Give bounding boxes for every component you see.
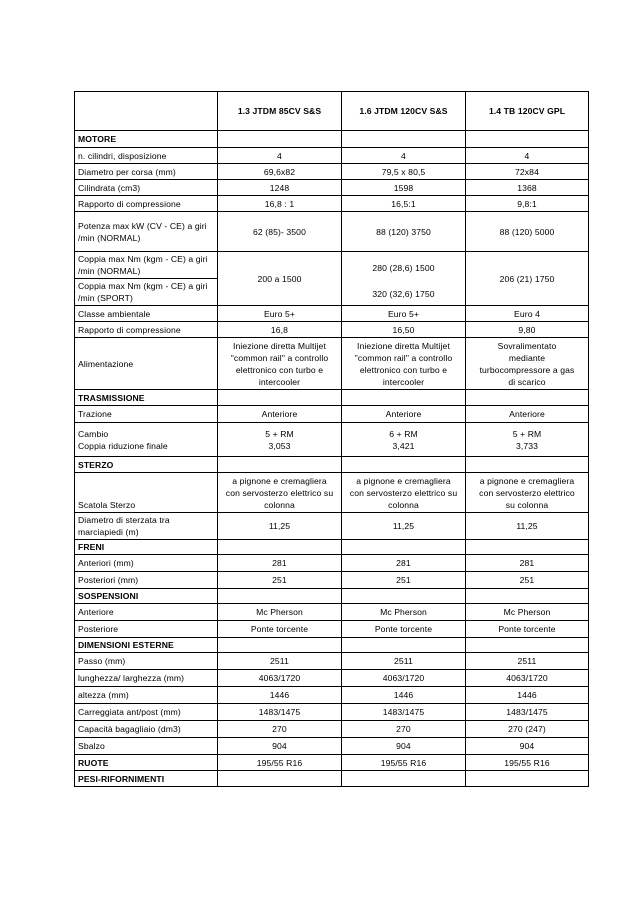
- cell-value: 281: [466, 555, 589, 572]
- text-line: colonna: [388, 499, 419, 510]
- cell-value: 1446: [466, 687, 589, 704]
- cell-value: 195/55 R16: [218, 755, 342, 771]
- cell-value: Ponte torcente: [342, 621, 466, 638]
- cell-value-cambio: [342, 423, 466, 457]
- cell-value: 9,80: [466, 322, 589, 338]
- text-line: a pignone e cremagliera: [356, 475, 451, 486]
- coppia-riduzione-label: Coppia riduzione finale: [78, 440, 168, 451]
- cell-value: 195/55 R16: [342, 755, 466, 771]
- cell-value: Anteriore: [466, 406, 589, 423]
- row-label: Rapporto di compressione: [75, 196, 218, 212]
- text-line: a pignone e cremagliera: [479, 475, 575, 486]
- cambio-value: 6 + RM: [389, 428, 418, 439]
- text-line: colonna: [264, 499, 295, 510]
- cell-value: 270: [342, 721, 466, 738]
- table-row: [75, 306, 589, 322]
- text-line: turbocompressore a gas: [479, 364, 575, 375]
- section-row: [75, 390, 589, 406]
- row-label: Rapporto di compressione: [75, 322, 218, 338]
- table-row: [75, 423, 589, 457]
- text-line: di scarico: [508, 376, 546, 387]
- cell-value: 16,50: [342, 322, 466, 338]
- cell-value: Mc Pherson: [342, 604, 466, 621]
- table-row: [75, 212, 589, 252]
- cell-value: 270: [218, 721, 342, 738]
- header-col-1: 1.3 JTDM 85CV S&S: [218, 92, 342, 131]
- cell-value: 4: [466, 148, 589, 164]
- cambio-label: Cambio: [78, 428, 109, 439]
- spec-table: [74, 91, 589, 787]
- table-row: [75, 670, 589, 687]
- cell-value: 16,8: [218, 322, 342, 338]
- cell-value-scatola: [218, 473, 342, 513]
- cell-value: 9,8:1: [466, 196, 589, 212]
- coppia-sport-value: 320 (32,6) 1750: [372, 288, 435, 299]
- cell-value: 281: [218, 555, 342, 572]
- riduzione-value: 3,733: [515, 440, 538, 451]
- cell-value: 88 (120) 5000: [466, 212, 589, 252]
- text-line: intercooler: [258, 376, 301, 387]
- row-label: Diametro per corsa (mm): [75, 164, 218, 180]
- table-row: [75, 704, 589, 721]
- table-row: [75, 513, 589, 540]
- text-line: intercooler: [382, 376, 425, 387]
- text-line: "common rail" a controllo: [230, 352, 329, 363]
- section-ruote: RUOTE: [75, 755, 218, 771]
- table-row: [75, 572, 589, 589]
- cell-value: 270 (247): [466, 721, 589, 738]
- coppia-normal-value: 280 (28,6) 1500: [372, 262, 435, 273]
- cell-value: Euro 5+: [218, 306, 342, 322]
- text-line: con servosterzo elettrico: [479, 487, 575, 498]
- table-row: [75, 148, 589, 164]
- cell-value: 4063/1720: [218, 670, 342, 687]
- section-dimensioni: DIMENSIONI ESTERNE: [75, 638, 218, 653]
- table-row: [75, 338, 589, 390]
- row-label: Sbalzo: [75, 738, 218, 755]
- header-col-2: 1.6 JTDM 120CV S&S: [342, 92, 466, 131]
- riduzione-value: 3,053: [268, 440, 291, 451]
- section-row: [75, 457, 589, 473]
- cell-value: 11,25: [342, 513, 466, 540]
- table-row: [75, 555, 589, 572]
- cell-value: 1248: [218, 180, 342, 196]
- cell-value: 904: [218, 738, 342, 755]
- header-blank: [75, 92, 218, 131]
- text-line: Sovralimentato: [497, 340, 557, 351]
- header-row: [75, 92, 589, 131]
- table-row: [75, 721, 589, 738]
- cell-value: 2511: [342, 653, 466, 670]
- table-row: [75, 738, 589, 755]
- cell-value: 1483/1475: [342, 704, 466, 721]
- cell-value: 195/55 R16: [466, 755, 589, 771]
- cell-value: 2511: [466, 653, 589, 670]
- section-sospensioni: SOSPENSIONI: [75, 589, 218, 604]
- row-label: Potenza max kW (CV - CE) a giri /min (NORMAL): [75, 212, 218, 252]
- cell-value: 1446: [218, 687, 342, 704]
- text-line: a pignone e cremagliera: [232, 475, 327, 486]
- table-row: [75, 653, 589, 670]
- table-row: [75, 164, 589, 180]
- section-sterzo: STERZO: [75, 457, 218, 473]
- cell-value: 1368: [466, 180, 589, 196]
- text-line: "common rail" a controllo: [354, 352, 453, 363]
- cell-value: 4063/1720: [466, 670, 589, 687]
- row-label: lunghezza/ larghezza (mm): [75, 670, 218, 687]
- text-line: elettronico con turbo e: [359, 364, 448, 375]
- cell-value-scatola: [466, 473, 589, 513]
- row-label: Carreggiata ant/post (mm): [75, 704, 218, 721]
- row-label-alimentazione: Alimentazione: [75, 338, 218, 390]
- cell-value-coppia-col1: 200 a 1500: [218, 252, 342, 306]
- table-row: [75, 604, 589, 621]
- cell-value: 1598: [342, 180, 466, 196]
- text-line: su colonna: [505, 499, 549, 510]
- row-label: Cilindrata (cm3): [75, 180, 218, 196]
- table-row: [75, 755, 589, 771]
- row-label: Posteriori (mm): [75, 572, 218, 589]
- cell-value: 281: [342, 555, 466, 572]
- riduzione-value: 3,421: [392, 440, 415, 451]
- cell-value-alimentazione: [218, 338, 342, 390]
- cell-value: 4: [342, 148, 466, 164]
- cell-value: 11,25: [466, 513, 589, 540]
- section-row: [75, 771, 589, 787]
- row-label-scatola-sterzo: Scatola Sterzo: [75, 473, 218, 513]
- table-row: [75, 252, 589, 279]
- cell-value: 904: [466, 738, 589, 755]
- cell-value: 251: [342, 572, 466, 589]
- cell-value-coppia-col3: 206 (21) 1750: [466, 252, 589, 306]
- cell-value-coppia-col2: [342, 252, 466, 306]
- row-label: Posteriore: [75, 621, 218, 638]
- cell-value-alimentazione: [466, 338, 589, 390]
- text-line: Iniezione diretta Multijet: [357, 340, 450, 351]
- cell-value: 11,25: [218, 513, 342, 540]
- cell-value: 4: [218, 148, 342, 164]
- row-label: Trazione: [75, 406, 218, 423]
- row-label: Classe ambientale: [75, 306, 218, 322]
- text-line: Iniezione diretta Multijet: [233, 340, 326, 351]
- cell-value: Euro 4: [466, 306, 589, 322]
- table-row: [75, 322, 589, 338]
- row-label: Passo (mm): [75, 653, 218, 670]
- section-row: [75, 589, 589, 604]
- row-label: Capacità bagagliaio (dm3): [75, 721, 218, 738]
- section-trasmissione: TRASMISSIONE: [75, 390, 218, 406]
- cell-value: Mc Pherson: [466, 604, 589, 621]
- cell-value: Mc Pherson: [218, 604, 342, 621]
- cell-value: Anteriore: [342, 406, 466, 423]
- row-label-diametro: Diametro di sterzata tra marciapiedi (m): [75, 513, 218, 540]
- table-row: [75, 473, 589, 513]
- row-label-coppia-normal: Coppia max Nm (kgm - CE) a giri /min (NORMAL): [75, 252, 218, 279]
- cell-value-cambio: [218, 423, 342, 457]
- row-label: n. cilindri, disposizione: [75, 148, 218, 164]
- table-row: [75, 180, 589, 196]
- table-row: [75, 406, 589, 423]
- cell-value: 251: [466, 572, 589, 589]
- row-label: Anteriore: [75, 604, 218, 621]
- section-row: [75, 540, 589, 555]
- cell-value: 69,6x82: [218, 164, 342, 180]
- row-label: altezza (mm): [75, 687, 218, 704]
- cell-value: 16,5:1: [342, 196, 466, 212]
- cell-value: 1483/1475: [218, 704, 342, 721]
- row-label-coppia-sport: Coppia max Nm (kgm - CE) a giri /min (SPORT): [75, 279, 218, 306]
- cell-value: 1446: [342, 687, 466, 704]
- cell-value: 88 (120) 3750: [342, 212, 466, 252]
- cell-value: Euro 5+: [342, 306, 466, 322]
- section-freni: FRENI: [75, 540, 218, 555]
- cell-value: Ponte torcente: [218, 621, 342, 638]
- row-label-cambio: [75, 423, 218, 457]
- table-row: [75, 196, 589, 212]
- cambio-value: 5 + RM: [512, 428, 542, 439]
- table-row: [75, 687, 589, 704]
- cell-value: 2511: [218, 653, 342, 670]
- section-pesi: PESI-RIFORNIMENTI: [75, 771, 218, 787]
- section-motore: MOTORE: [75, 131, 218, 148]
- row-label: Anteriori (mm): [75, 555, 218, 572]
- cell-value: 72x84: [466, 164, 589, 180]
- cell-value: 16,8 : 1: [218, 196, 342, 212]
- section-row: [75, 131, 589, 148]
- cell-value: 904: [342, 738, 466, 755]
- cell-value: 1483/1475: [466, 704, 589, 721]
- cell-value: 62 (85)- 3500: [218, 212, 342, 252]
- cambio-value: 5 + RM: [265, 428, 294, 439]
- header-col-3: 1.4 TB 120CV GPL: [466, 92, 589, 131]
- cell-value: Anteriore: [218, 406, 342, 423]
- text-line: mediante: [508, 352, 546, 363]
- text-line: elettronico con turbo e: [235, 364, 324, 375]
- section-row: [75, 638, 589, 653]
- text-line: con servosterzo elettrico su: [225, 487, 334, 498]
- cell-value: 4063/1720: [342, 670, 466, 687]
- cell-value-scatola: [342, 473, 466, 513]
- cell-value-cambio: [466, 423, 589, 457]
- cell-value: 251: [218, 572, 342, 589]
- cell-value-alimentazione: [342, 338, 466, 390]
- cell-value: 79,5 x 80,5: [342, 164, 466, 180]
- cell-value: Ponte torcente: [466, 621, 589, 638]
- text-line: con servosterzo elettrico su: [349, 487, 458, 498]
- table-row: [75, 621, 589, 638]
